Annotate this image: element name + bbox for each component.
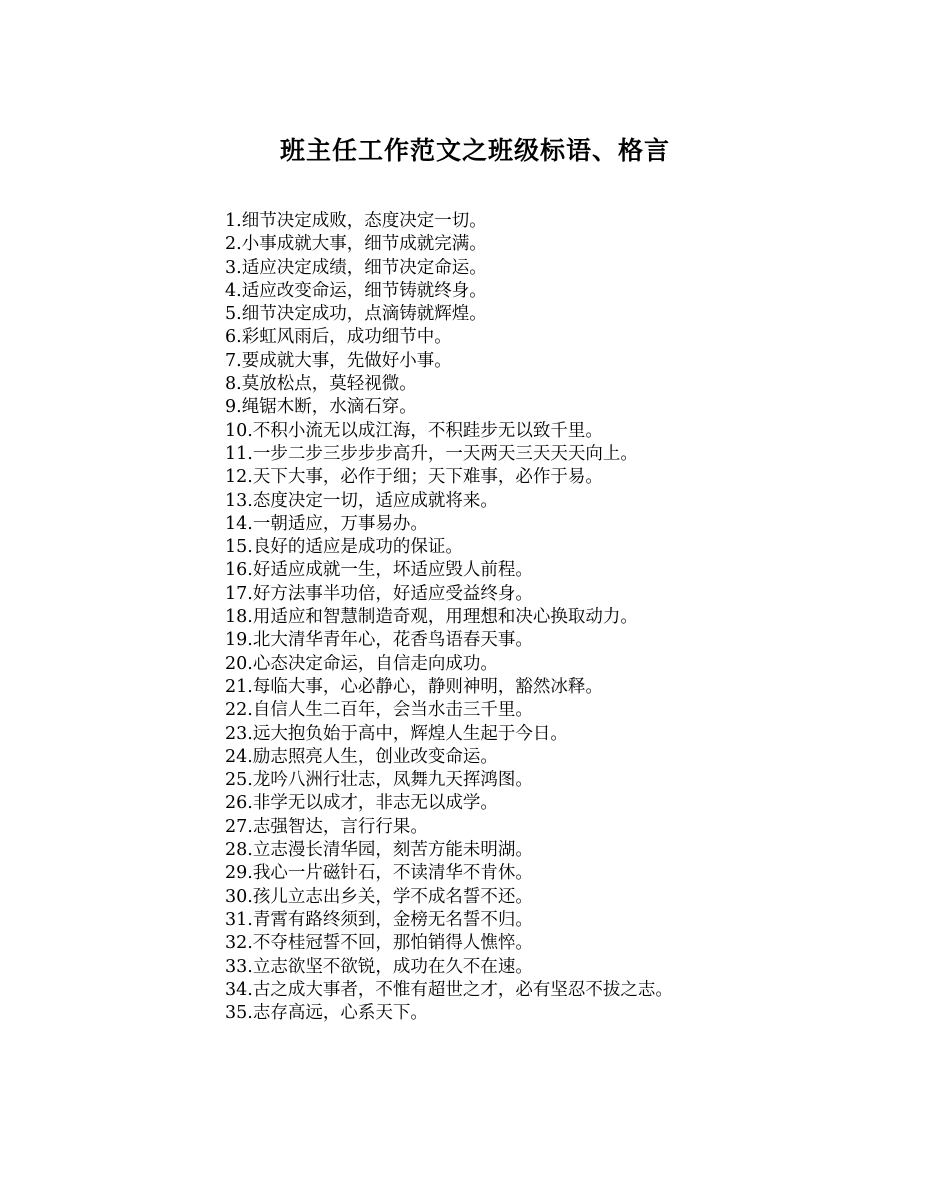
motto-item: 9.绳锯木断，水滴石穿。 — [225, 397, 417, 418]
motto-item: 12.天下大事，必作于细；天下难事，必作于易。 — [225, 467, 603, 488]
motto-item: 1.细节决定成败，态度决定一切。 — [225, 211, 487, 231]
motto-item: 29.我心一片磁针石，不读清华不肯休。 — [225, 863, 533, 884]
motto-item: 33.立志欲坚不欲锐，成功在久不在速。 — [225, 956, 533, 977]
motto-item: 19.北大清华青年心，花香鸟语春天事。 — [225, 630, 533, 651]
motto-item: 21.每临大事，心必静心，静则神明，豁然冰释。 — [225, 676, 603, 697]
motto-item: 16.好适应成就一生，坏适应毁人前程。 — [225, 560, 533, 581]
motto-item: 6.彩虹风雨后，成功细节中。 — [225, 327, 452, 348]
motto-item: 22.自信人生二百年，会当水击三千里。 — [225, 700, 533, 721]
motto-item: 13.态度决定一切，适应成就将来。 — [225, 490, 498, 511]
motto-item: 15.良好的适应是成功的保证。 — [225, 537, 463, 558]
motto-item: 11.一步二步三步步步高升，一天两天三天天天向上。 — [225, 443, 638, 464]
motto-item: 30.孩儿立志出乡关，学不成名誓不还。 — [225, 886, 533, 907]
motto-item: 14.一朝适应，万事易办。 — [225, 513, 428, 534]
motto-item: 28.立志漫长清华园，刻苦方能未明湖。 — [225, 840, 533, 861]
motto-item: 32.不夺桂冠誓不回，那怕销得人憔悴。 — [225, 933, 533, 954]
motto-item: 27.志强智达，言行行果。 — [225, 816, 428, 837]
motto-item: 10.不积小流无以成江海，不积跬步无以致千里。 — [225, 420, 603, 441]
motto-item: 5.细节决定成功，点滴铸就辉煌。 — [225, 304, 487, 325]
motto-item: 7.要成就大事，先做好小事。 — [225, 350, 452, 371]
motto-item: 23.远大抱负始于高中，辉煌人生起于今日。 — [225, 723, 568, 744]
motto-item: 35.志存高远，心系天下。 — [225, 1003, 428, 1024]
motto-item: 31.青霄有路终须到，金榜无名誓不归。 — [225, 909, 533, 930]
motto-item: 8.莫放松点，莫轻视微。 — [225, 374, 417, 395]
motto-list — [225, 210, 673, 1025]
motto-item: 25.龙吟八洲行壮志，凤舞九天挥鸿图。 — [225, 770, 533, 791]
motto-item: 2.小事成就大事，细节成就完满。 — [225, 234, 487, 255]
document-title: 班主任工作范文之班级标语、格言 — [279, 136, 670, 165]
motto-item: 3.适应决定成绩，细节决定命运。 — [225, 257, 487, 278]
motto-item: 4.适应改变命运，细节铸就终身。 — [225, 280, 487, 301]
motto-item: 18.用适应和智慧制造奇观，用理想和决心换取动力。 — [225, 607, 638, 628]
motto-item: 17.好方法事半功倍，好适应受益终身。 — [225, 583, 533, 604]
motto-item: 20.心态决定命运，自信走向成功。 — [225, 653, 498, 674]
motto-item: 26.非学无以成才，非志无以成学。 — [225, 793, 498, 814]
motto-item: 24.励志照亮人生，创业改变命运。 — [225, 746, 498, 767]
motto-item: 34.古之成大事者，不惟有超世之才，必有坚忍不拔之志。 — [225, 979, 673, 1000]
